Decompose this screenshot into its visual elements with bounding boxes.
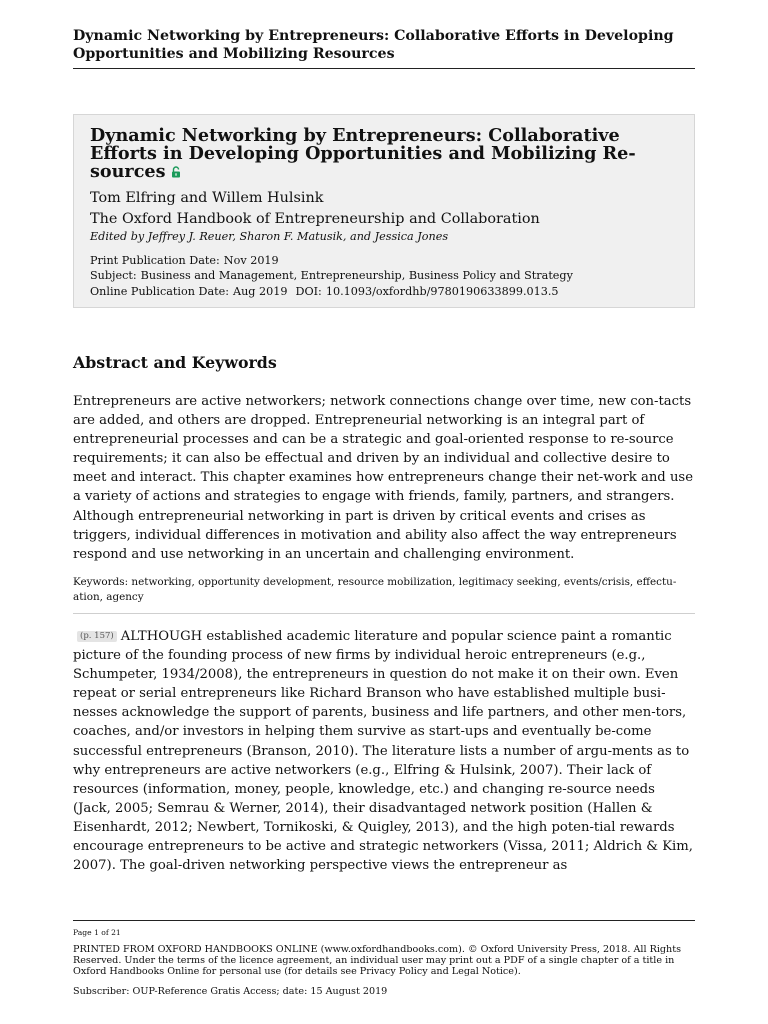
print-publication-date: Nov 2019 [223, 253, 279, 267]
body-text: ALTHOUGH established academic literature and popular science paint a romantic picture of the founding process of new firms by individual heroic entrepreneurs (e.g., Schumpeter, 1934/2008), the entrepreneurs in question do not make it on their own. Even repeat or serial entrepreneurs like Richard Branson who have established multiple busi-nesses acknowledge the support of parents, business and life partners, and other men-tors, coaches, and/or investors in helping them survive as start-ups and eventually be-come successful entrepreneurs (Branson, 2010). The literature lists a number of argu-ments as to why entrepreneurs are active networkers (e.g., Elfring & Hulsink, 2007). Their lack of resources (information, money, people, knowledge, etc.) and changing re-source needs (Jack, 2005; Semrau & Werner, 2014), their disadvantaged network position (Hallen & Eisenhardt, 2012; Newbert, Tornikoski, & Quigley, 2013), and the high poten-tial rewards encourage entrepreneurs to be active and strategic networkers (Vissa, 2011; Aldrich & Kim, 2007). The goal-driven networking perspective views the entrepreneur as [73, 629, 693, 874]
keywords [73, 575, 695, 614]
abstract-text: Entrepreneurs are active networkers; network connections change over time, new con-tacts are added, and others are dropped. Entrepreneurial networking is an integral part of entrepreneurial processes and can be a strategic and goal-oriented response to re-source requirements; it can also be effectual and driven by an individual and collective desire to meet and interact. This chapter examines how entrepreneurs change their net-work and use a variety of actions and strategies to engage with friends, family, partners, and strangers. Although entrepreneurial networking in part is driven by critical events and crises as triggers, individual differences in motivation and ability also affect the way entrepreneurs respond and use networking in an uncertain and challenging environment. [73, 394, 694, 562]
subject-value: Business and Management, Entrepreneurship, Business Policy and Strategy [140, 269, 573, 283]
keywords-label: Keywords: [73, 576, 129, 588]
chapter-title [90, 127, 678, 183]
authors: Tom Elfring and Willem Hulsink [90, 189, 324, 206]
doi-label: DOI: [295, 284, 322, 298]
editors: Edited by Jeffrey J. Reuer, Sharon F. Matusik, and Jessica Jones [90, 229, 449, 243]
subscriber-info: Subscriber: OUP-Reference Gratis Access; date: 15 August 2019 [73, 986, 388, 997]
printed-notice: PRINTED FROM OXFORD HANDBOOKS ONLINE (www.oxfordhandbooks.com). © Oxford University Press, 2018. All Rights Reserved. Under the terms of the licence agreement, an individual user may print out a PDF of a single chapter of a title in Oxford Handbooks Online for personal use (for details see Privacy Policy and Legal Notice). [73, 944, 681, 977]
online-publication-row [90, 284, 678, 300]
online-publication-date: Aug 2019 [233, 284, 288, 298]
open-lock-icon [171, 164, 181, 182]
chapter-metadata-box [73, 114, 695, 308]
page-marker: (p. 157) [77, 631, 117, 642]
subject-row [90, 268, 678, 284]
book-title: The Oxford Handbook of Entrepreneurship and Collaboration [90, 210, 540, 227]
body-paragraph [73, 627, 695, 875]
keywords-list: networking, opportunity development, resource mobilization, legitimacy seeking, events/crisis, effectu-ation, agency [73, 576, 677, 603]
doi-value[interactable]: 10.1093/oxfordhb/9780190633899.013.5 [325, 284, 559, 298]
abstract-heading: Abstract and Keywords [73, 353, 277, 372]
print-publication-label: Print Publication Date: [90, 253, 220, 267]
chapter-title-text: Dynamic Networking by Entrepreneurs: Collaborative Efforts in Developing Opportunities and Mobilizing Re-sources [90, 125, 636, 183]
page-number: Page 1 of 21 [73, 928, 121, 937]
print-publication-row [90, 253, 678, 269]
subject-label: Subject: [90, 269, 137, 283]
page-footer [73, 920, 695, 997]
running-head: Dynamic Networking by Entrepreneurs: Collaborative Efforts in Developing Opportunities and Mobilizing Resources [73, 27, 695, 69]
publication-info [90, 253, 678, 300]
online-publication-label: Online Publication Date: [90, 284, 229, 298]
